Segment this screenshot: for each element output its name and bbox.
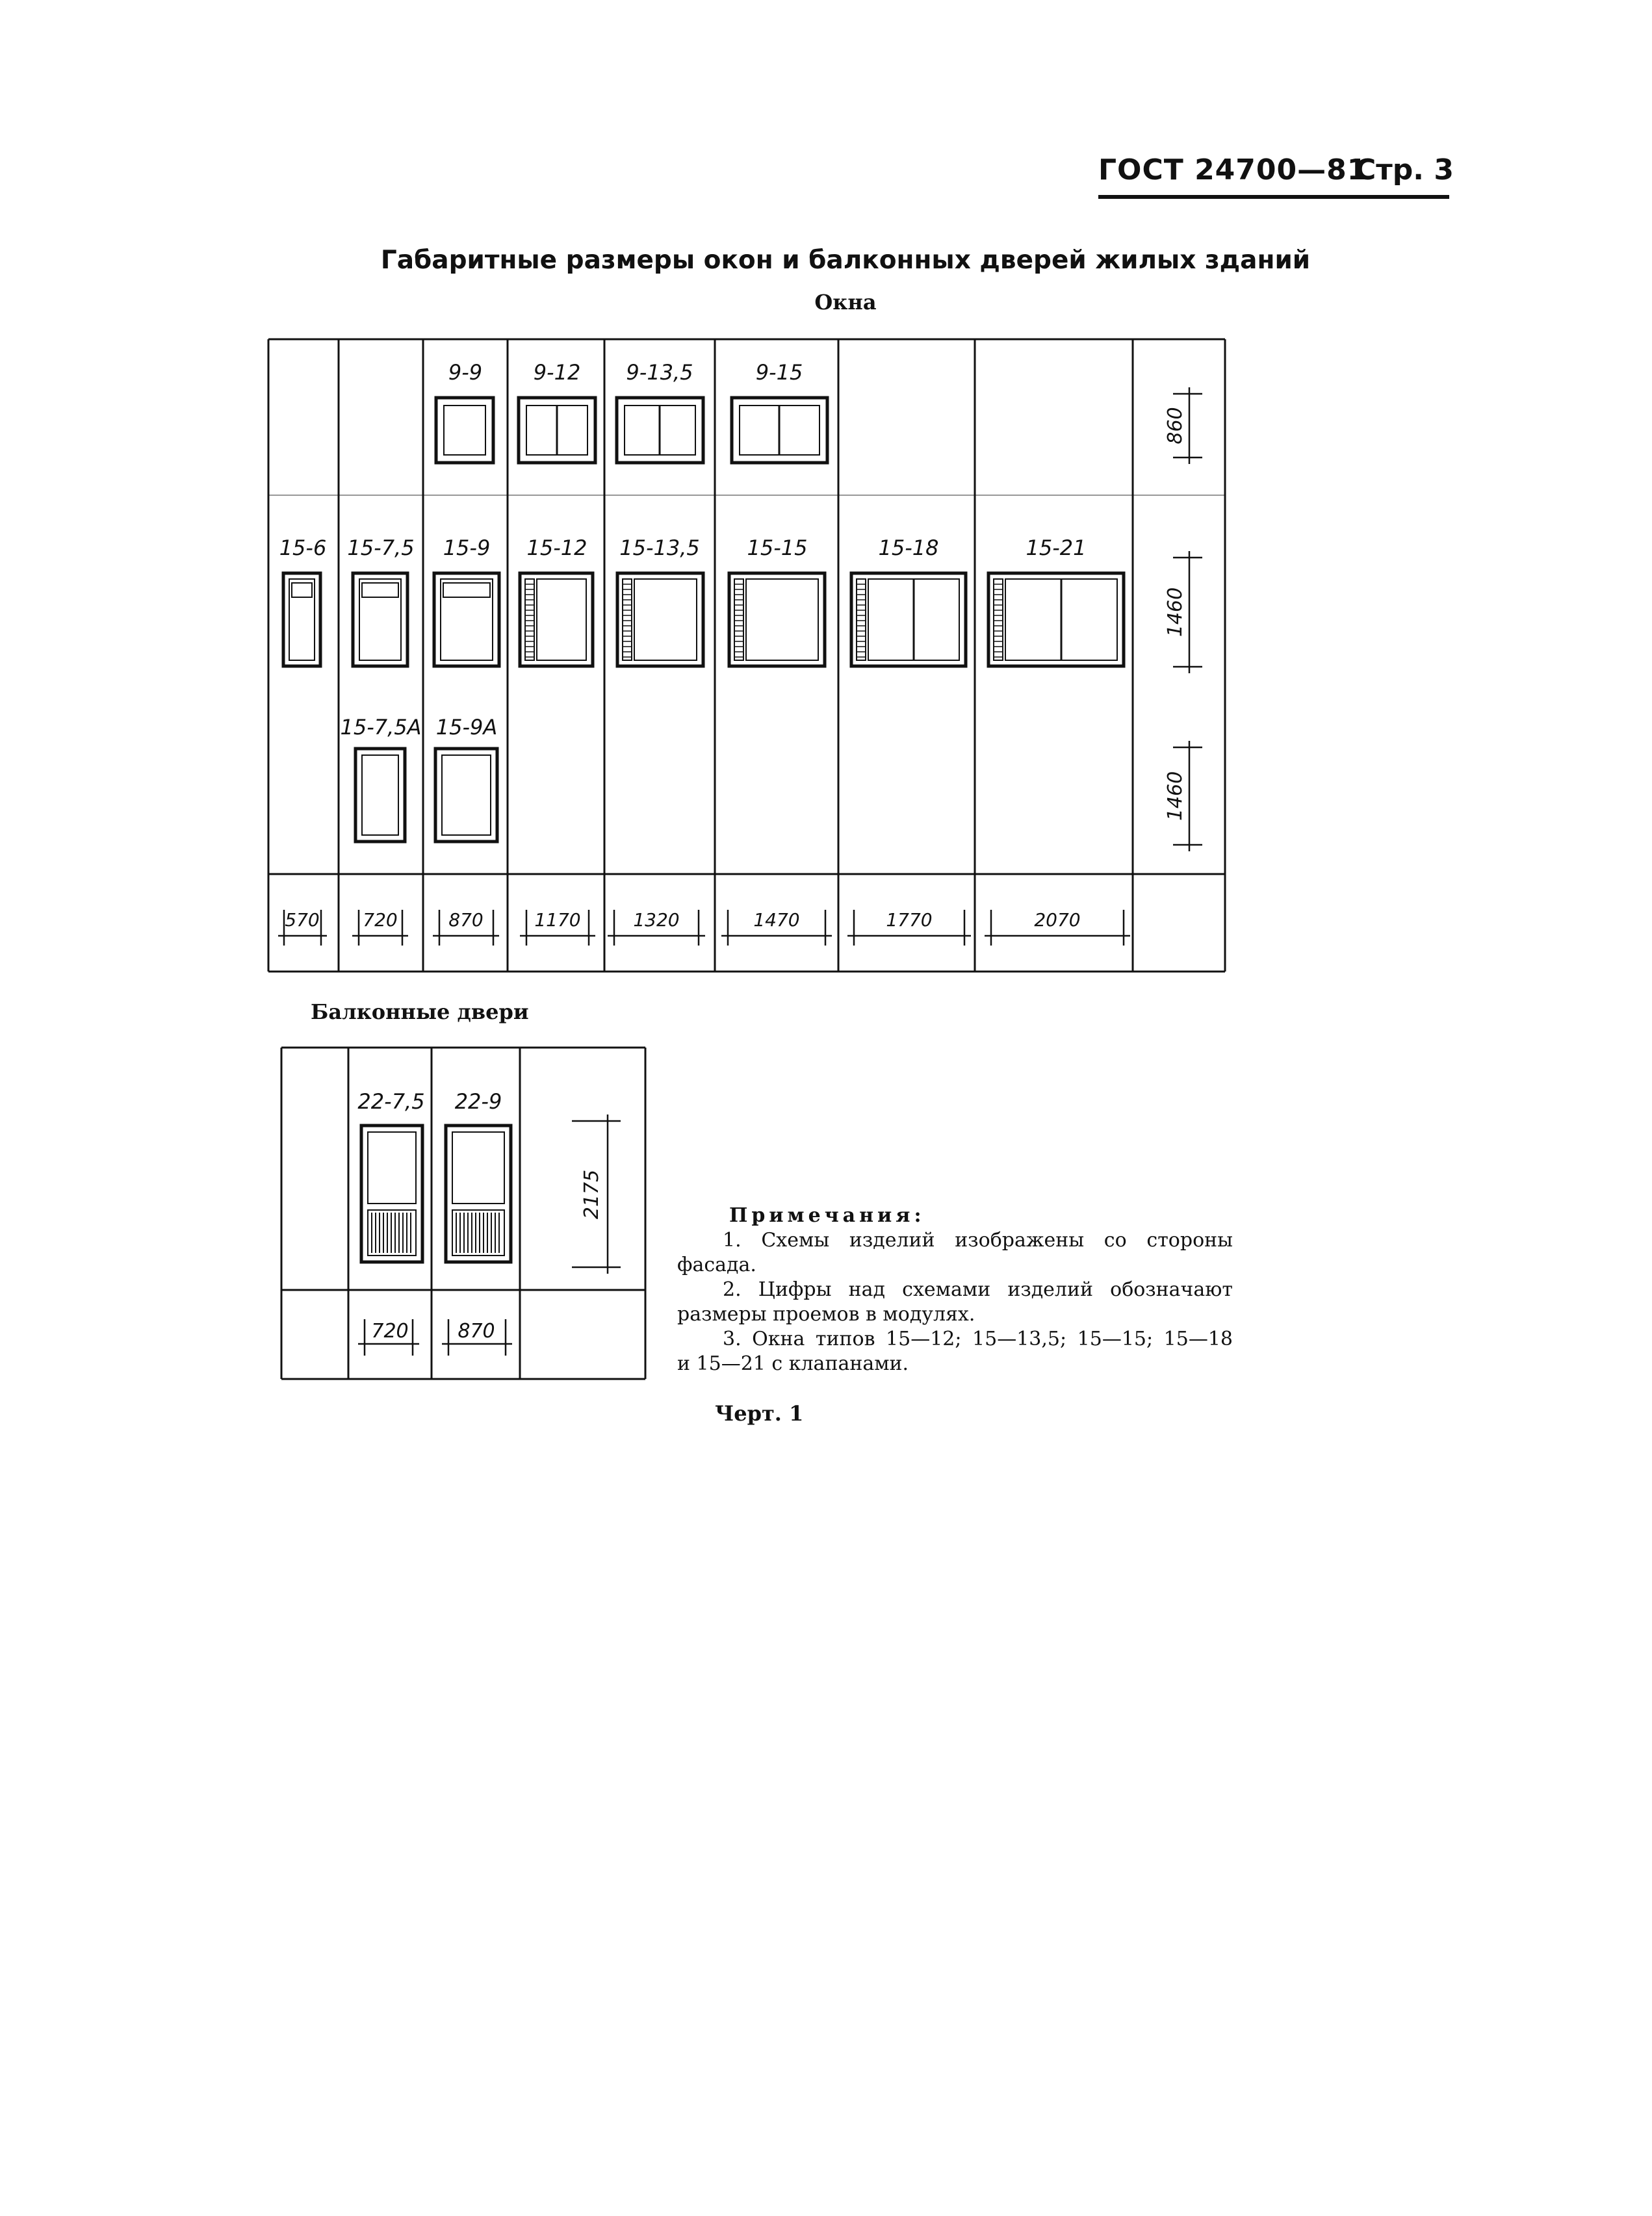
note-2-line-1: 2. Цифры над схемами изделий обозначают (723, 1278, 1233, 1301)
notes-title: Примечания: (729, 1204, 925, 1227)
notes-block (677, 1204, 1233, 1376)
height-dimension-label: 1460 (1164, 587, 1187, 638)
window-9-9-scheme (436, 398, 493, 463)
note-3-line-2: и 15—21 с клапанами. (677, 1352, 909, 1375)
window-label: 15-7,5А (340, 715, 422, 740)
width-dimension-label: 1320 (633, 909, 680, 931)
window-label: 15-7,5 (347, 535, 415, 560)
height-dimension-label: 860 (1164, 407, 1187, 444)
width-dimension-label: 1170 (534, 909, 581, 931)
window-15-7-5a-scheme (355, 749, 405, 842)
window-15-18-scheme (851, 573, 966, 666)
height-dimension-label: 1460 (1164, 771, 1187, 821)
width-dimensions (278, 910, 1130, 946)
window-label: 15-13,5 (619, 535, 700, 560)
window-9-13-5-scheme (617, 398, 703, 463)
window-15-7-5-scheme (353, 573, 407, 666)
window-label: 15-6 (279, 535, 327, 560)
page-number: Стр. 3 (1355, 153, 1454, 187)
note-1-line-1: 1. Схемы изделий изображены со стороны (723, 1229, 1233, 1252)
standard-number: ГОСТ 24700—81 (1098, 153, 1368, 187)
note-1-line-2: фасада. (677, 1254, 756, 1276)
window-label: 15-21 (1026, 535, 1087, 560)
window-label: 15-9 (443, 535, 491, 560)
balcony-door-22-9-scheme (446, 1126, 511, 1262)
window-9-15-scheme (732, 398, 827, 463)
width-dimension-label: 1770 (886, 909, 933, 931)
window-label: 9-13,5 (626, 360, 693, 385)
window-15-9-scheme (434, 573, 499, 666)
window-15-15-scheme (729, 573, 825, 666)
window-15-6-scheme (283, 573, 320, 666)
window-15-12-scheme (520, 573, 593, 666)
window-label: 15-15 (747, 535, 808, 560)
windows-heading: Окна (814, 290, 877, 315)
window-label: 9-9 (448, 360, 483, 385)
window-label: 9-12 (533, 360, 581, 385)
balcony-door-22-7-5-scheme (361, 1126, 422, 1262)
window-15-13-5-scheme (617, 573, 703, 666)
balcony-doors-heading: Балконные двери (311, 999, 529, 1024)
balcony-width-label: 720 (371, 1320, 409, 1343)
window-label: 15-18 (878, 535, 939, 560)
width-dimension-label: 870 (448, 909, 484, 931)
balcony-width-label: 870 (458, 1320, 495, 1343)
window-15-21-scheme (988, 573, 1124, 666)
note-3-line-1: 3. Окна типов 15—12; 15—13,5; 15—15; 15—18 (723, 1328, 1233, 1350)
width-dimension-label: 1470 (753, 909, 800, 931)
balcony-door-label: 22-7,5 (357, 1089, 425, 1114)
window-label: 9-15 (755, 360, 803, 385)
window-label: 15-12 (526, 535, 587, 560)
page-title: Габаритные размеры окон и балконных дверей жилых зданий (380, 246, 1311, 275)
balcony-door-label: 22-9 (454, 1089, 502, 1114)
window-label: 15-9А (435, 715, 498, 740)
window-15-9a-scheme (435, 749, 497, 842)
window-9-12-scheme (519, 398, 595, 463)
figure-label: Черт. 1 (715, 1401, 804, 1426)
note-2-line-2: размеры проемов в модулях. (677, 1303, 975, 1326)
width-dimension-label: 570 (285, 909, 320, 931)
width-dimension-label: 720 (363, 909, 398, 931)
width-dimension-label: 2070 (1034, 909, 1081, 931)
balcony-height-label: 2175 (580, 1169, 603, 1220)
